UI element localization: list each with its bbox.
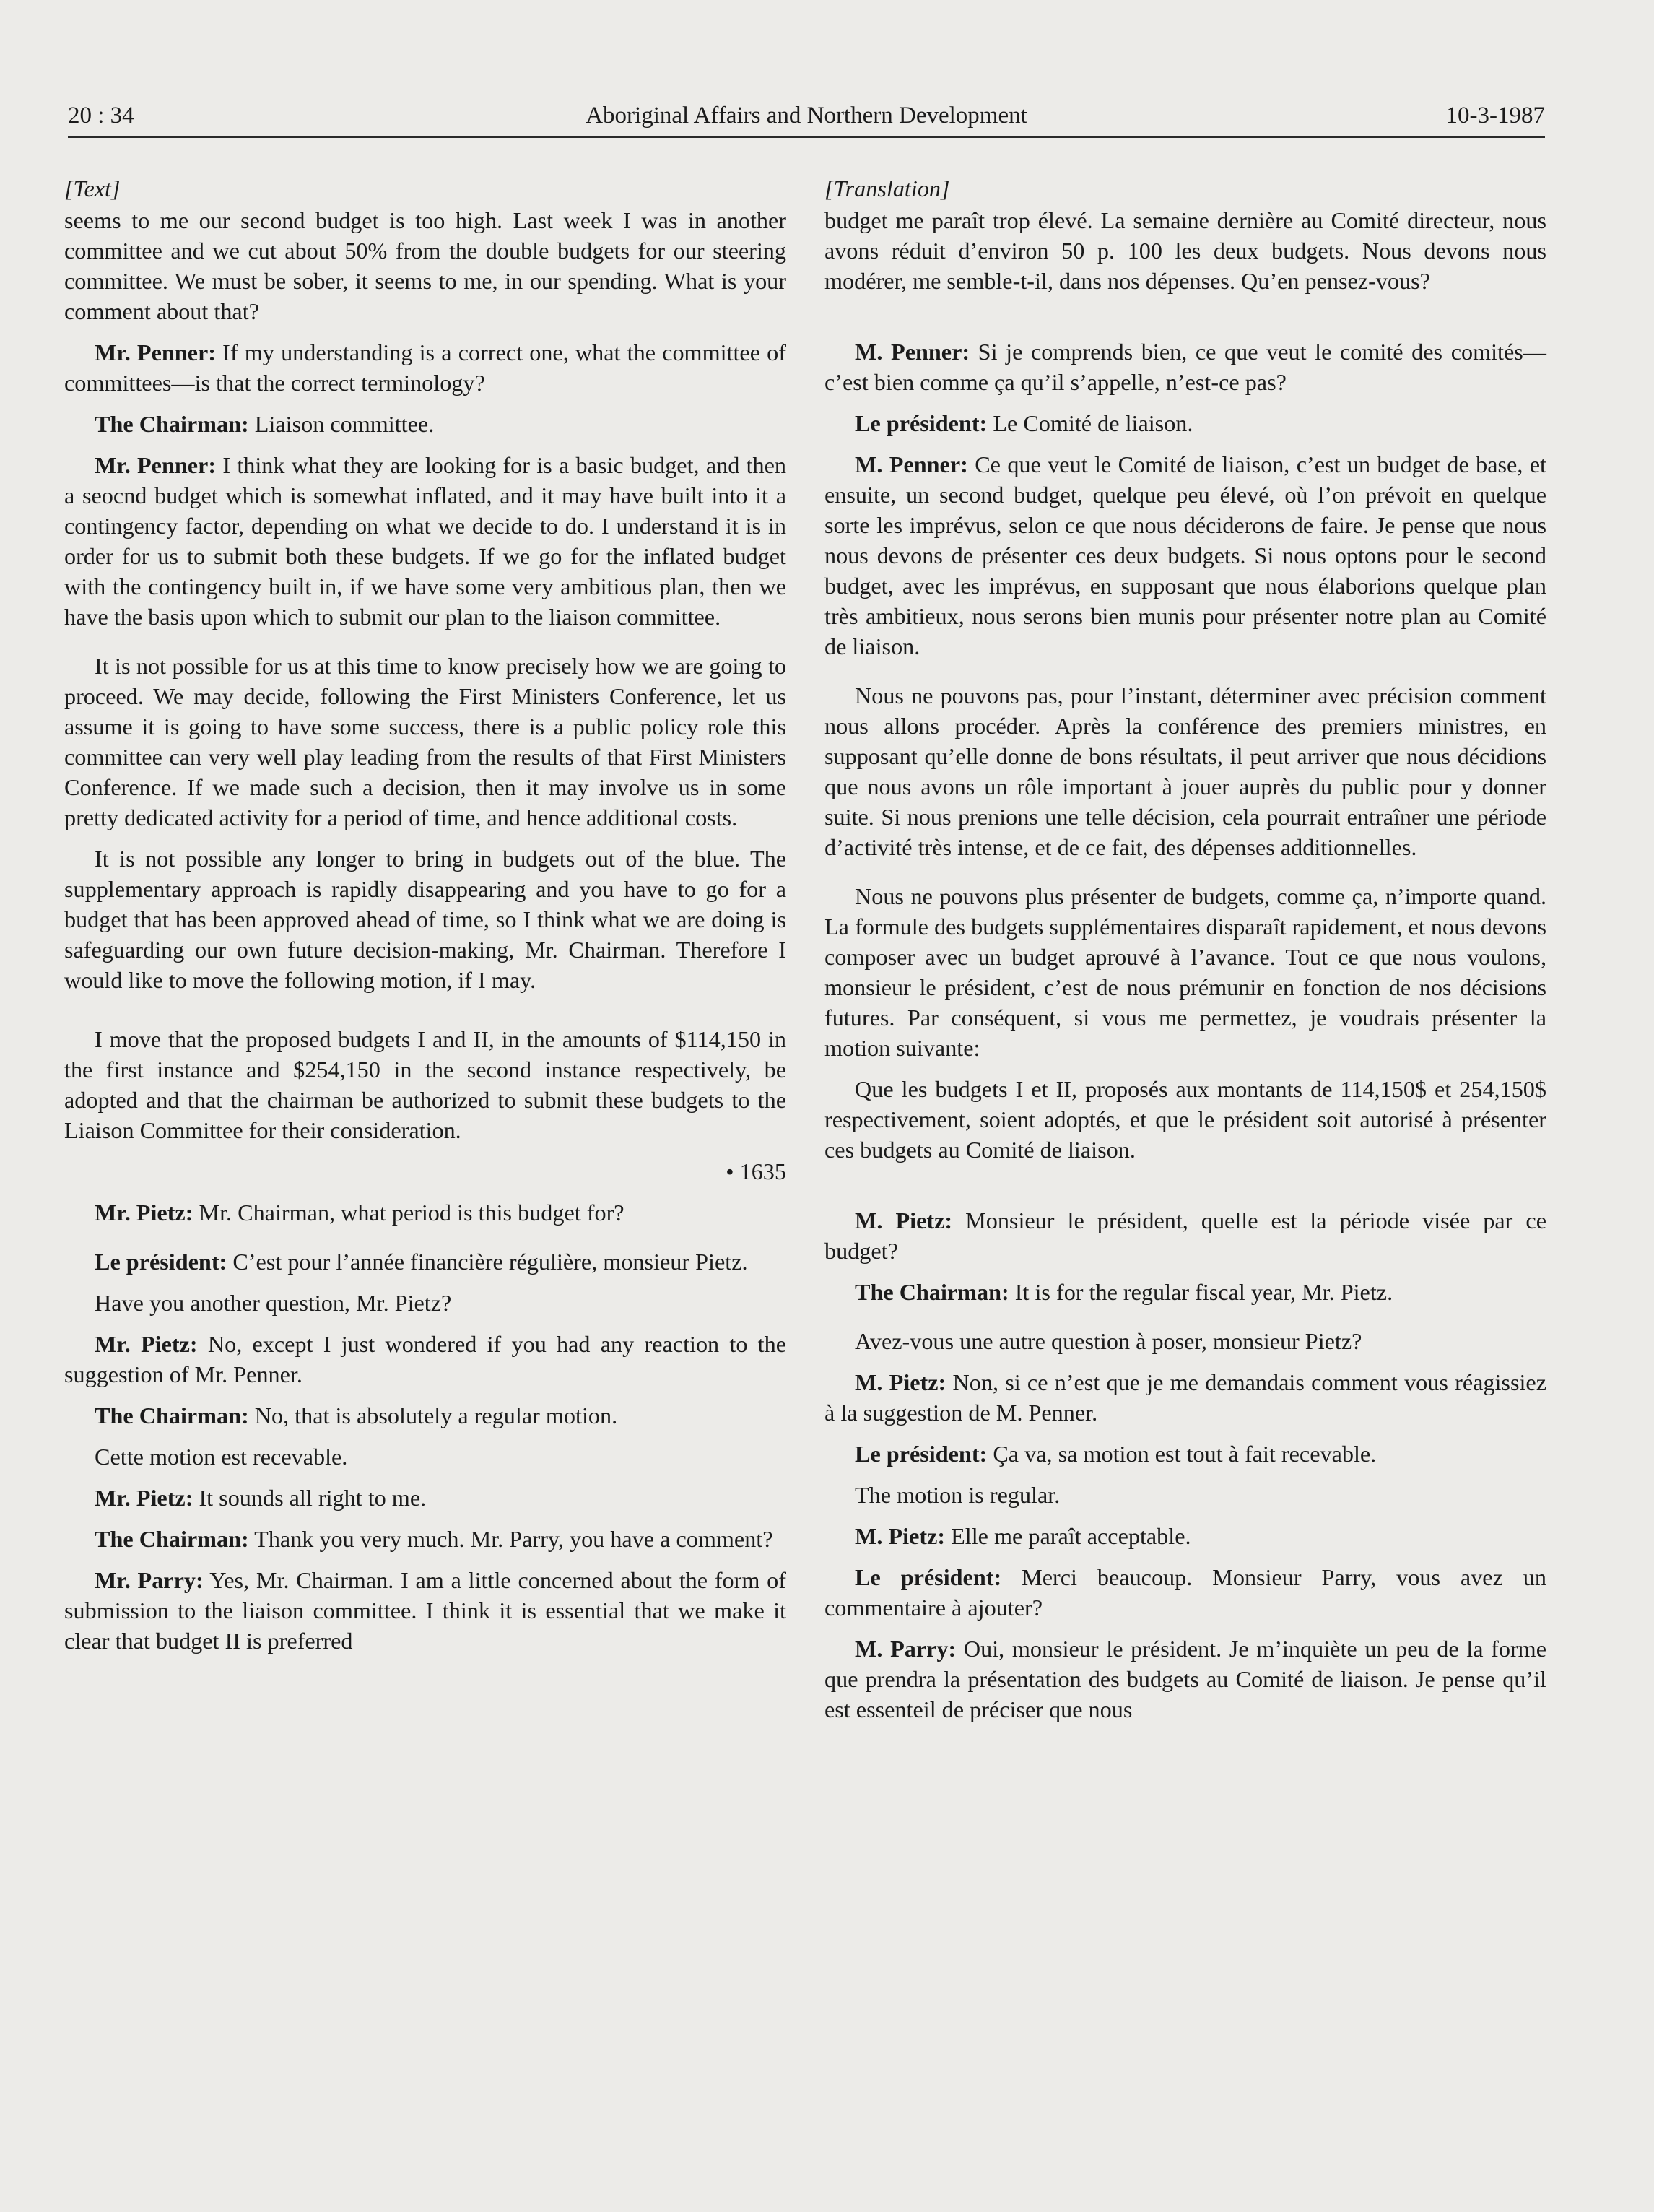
speech-text: Yes, Mr. Chairman. I am a little concerned about the form of submission to the liaison committee. I think it is essential that we make it clear that budget II is preferred — [64, 1567, 786, 1654]
speaker-name: Mr. Parry: — [95, 1567, 204, 1593]
paragraph: Have you another question, Mr. Pietz? — [95, 1290, 452, 1316]
speech-text: Liaison committee. — [248, 411, 435, 437]
speech-paragraph — [824, 408, 1546, 438]
paragraph: seems to me our second budget is too high. Last week I was in another committee and we cut about 50% from the double budgets for our steering committee. We must be sober, it seems to me, in our spending. What is your comment about that? — [64, 207, 786, 324]
paragraph: Cette motion est recevable. — [95, 1444, 348, 1470]
speech-text: I think what they are looking for is a basic budget, and then a seocnd budget which is somewhat inflated, and it may have built into it a contingency factor, depending on what we decide to do. I understand it is in order for us to submit both these budgets. If we go for the inflated budget with the contingency built in, if we have some very ambitious plan, then we have the basis upon which to submit our plan to the liaison committee. — [64, 452, 786, 630]
speech-paragraph — [824, 1562, 1546, 1623]
speech-paragraph — [64, 409, 786, 439]
speaker-name: The Chairman: — [855, 1279, 1009, 1305]
speech-paragraph — [824, 1439, 1546, 1469]
speech-text: No, that is absolutely a regular motion. — [248, 1402, 618, 1428]
page-header — [68, 100, 1545, 138]
speaker-name: Mr. Pietz: — [95, 1200, 193, 1226]
speech-text: Elle me paraît acceptable. — [945, 1523, 1191, 1549]
speech-text: C’est pour l’année financière régulière, monsieur Pietz. — [227, 1249, 748, 1275]
speech-text: Merci beaucoup. Monsieur Parry, vous avez un commentaire à ajouter? — [824, 1564, 1546, 1621]
french-translation-column — [824, 173, 1546, 1735]
speech-text: It is for the regular fiscal year, Mr. Pietz. — [1009, 1279, 1393, 1305]
time-marker: • 1635 — [726, 1158, 786, 1184]
speech-text: Oui, monsieur le président. Je m’inquiète un peu de la forme que prendra la présentation des budgets au Comité de liaison. Je pense qu’il est essenteil de préciser que nous — [824, 1636, 1546, 1722]
issue-date: 10-3-1987 — [1445, 103, 1545, 129]
speaker-name: Mr. Pietz: — [95, 1485, 193, 1511]
english-text-column — [64, 173, 786, 1667]
speaker-name: Le président: — [855, 1564, 1002, 1590]
speech-paragraph — [64, 337, 786, 398]
speech-paragraph — [824, 1521, 1546, 1551]
speech-paragraph — [64, 1246, 786, 1277]
speech-paragraph — [64, 1329, 786, 1389]
speaker-name: Le président: — [855, 410, 988, 436]
speech-text: Le Comité de liaison. — [987, 410, 1193, 436]
speaker-name: M. Penner: — [855, 451, 968, 477]
paragraph: The motion is regular. — [855, 1482, 1061, 1508]
speech-paragraph — [824, 1634, 1546, 1725]
speech-text: No, except I just wondered if you had any reaction to the suggestion of Mr. Penner. — [64, 1331, 786, 1387]
speaker-name: Le président: — [95, 1249, 227, 1275]
column-label: [Text] — [64, 175, 121, 201]
publication-title: Aboriginal Affairs and Northern Development — [586, 103, 1027, 129]
speaker-name: Mr. Penner: — [95, 339, 216, 365]
speech-paragraph — [64, 1197, 786, 1228]
speech-paragraph — [824, 1367, 1546, 1428]
speaker-name: Le président: — [855, 1441, 988, 1467]
speech-text: Monsieur le président, quelle est la période visée par ce budget? — [824, 1207, 1546, 1264]
speech-text: It sounds all right to me. — [193, 1485, 427, 1511]
paragraph: Avez-vous une autre question à poser, monsieur Pietz? — [855, 1328, 1362, 1354]
speech-text: Thank you very much. Mr. Parry, you have a comment? — [248, 1526, 773, 1552]
paragraph: It is not possible for us at this time to know precisely how we are going to proceed. We may decide, following the First Ministers Conference, let us assume it is going to have some success, there is a public policy role this committee can very well play leading from the results of that First Ministers Conference. If we made such a decision, then it may involve us in some pretty dedicated activity for a period of time, and hence additional costs. — [64, 653, 786, 830]
speaker-name: The Chairman: — [95, 1526, 249, 1552]
speech-paragraph — [64, 1483, 786, 1513]
speech-paragraph — [64, 1524, 786, 1554]
speaker-name: Mr. Penner: — [95, 452, 217, 478]
speech-paragraph — [824, 1205, 1546, 1266]
motion-text: Que les budgets I et II, proposés aux montants de 114,150$ et 254,150$ respectivement, soient adoptés, et que le président soit autorisé à présenter ces budgets au Comité de liaison. — [824, 1076, 1546, 1163]
speech-paragraph — [824, 1277, 1546, 1307]
speech-paragraph — [64, 450, 786, 632]
speaker-name: Mr. Pietz: — [95, 1331, 198, 1357]
speaker-name: M. Penner: — [855, 339, 970, 365]
speaker-name: M. Pietz: — [855, 1523, 946, 1549]
speech-paragraph — [824, 337, 1546, 397]
speech-text: Mr. Chairman, what period is this budget for? — [193, 1200, 624, 1226]
speaker-name: M. Pietz: — [855, 1207, 953, 1233]
speech-paragraph — [64, 1400, 786, 1431]
speech-paragraph — [64, 1565, 786, 1656]
motion-text: I move that the proposed budgets I and II, in the amounts of $114,150 in the first instance and $254,150 in the second instance respectively, be adopted and that the chairman be authorized to submit these budgets to the Liaison Committee for their consideration. — [64, 1026, 786, 1143]
paragraph: Nous ne pouvons pas, pour l’instant, déterminer avec précision comment nous allons procéder. Après la conférence des premiers ministres, en supposant qu’elle donne de bons résultats, il peut arriver que nous décidions que nous avons un rôle important à jouer auprès du public pour y donner suite. Si nous prenions une telle décision, cela pourrait entraîner une période d’activité très intense, et de ce fait, des dépenses additionnelles. — [824, 682, 1546, 860]
speech-text: Si je comprends bien, ce que veut le comité des comités—c’est bien comme ça qu’il s’appelle, n’est-ce pas? — [824, 339, 1546, 395]
speaker-name: M. Pietz: — [855, 1369, 946, 1395]
paragraph: Nous ne pouvons plus présenter de budgets, comme ça, n’importe quand. La formule des budgets supplémentaires disparaît rapidement, et nous devons composer avec un budget aprouvé à l’avance. Tout ce que nous voulons, monsieur le président, c’est de nous prémunir en fonction de nos décisions futures. Par conséquent, si vous me permettez, je voudrais présenter la motion suivante: — [824, 883, 1546, 1061]
paragraph: budget me paraît trop élevé. La semaine dernière au Comité directeur, nous avons réduit d’environ 50 p. 100 les deux budgets. Nous devons nous modérer, me semble-t-il, dans nos dépenses. Qu’en pensez-vous? — [824, 207, 1546, 294]
speech-text: Non, si ce n’est que je me demandais comment vous réagissiez à la suggestion de M. Penner. — [824, 1369, 1546, 1426]
column-label: [Translation] — [824, 175, 950, 201]
speech-text: Ça va, sa motion est tout à fait recevable. — [987, 1441, 1377, 1467]
paragraph: It is not possible any longer to bring in budgets out of the blue. The supplementary approach is rapidly disappearing and you have to go for a budget that has been approved ahead of time, so I think what we are doing is safeguarding our own future decision-making, Mr. Chairman. Therefore I would like to move the following motion, if I may. — [64, 846, 786, 993]
speaker-name: The Chairman: — [95, 411, 249, 437]
speech-paragraph — [824, 449, 1546, 662]
page-number: 20 : 34 — [68, 103, 134, 129]
speaker-name: The Chairman: — [95, 1402, 249, 1428]
speech-text: If my understanding is a correct one, what the committee of committees—is that the correct terminology? — [64, 339, 786, 396]
speaker-name: M. Parry: — [855, 1636, 957, 1662]
speech-text: Ce que veut le Comité de liaison, c’est un budget de base, et ensuite, un second budget, quelque peu élevé, où l’on prévoit en quelque sorte les imprévus, selon ce que nous déciderons de faire. Je pense que nous nous devons de présenter ces deux budgets. Si nous optons pour le second budget, avec les imprévus, en supposant que nous élaborions quelque plan très ambitieux, nous serons bien munis pour présenter notre plan au Comité de liaison. — [824, 451, 1546, 659]
